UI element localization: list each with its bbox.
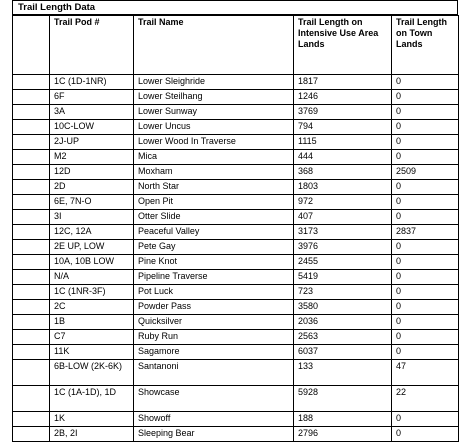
trail-name-cell: Moxham [134, 165, 294, 180]
row-spacer-cell [13, 120, 50, 135]
table-row [13, 225, 459, 240]
row-spacer-cell [13, 210, 50, 225]
town-length-cell: 0 [392, 255, 459, 270]
trail-pod-cell: 6E, 7N-O [50, 195, 134, 210]
intensive-length-cell: 407 [294, 210, 392, 225]
table-body [13, 75, 459, 442]
trail-pod-cell: 1C (1D-1NR) [50, 75, 134, 90]
table-row [13, 255, 459, 270]
intensive-length-cell: 3580 [294, 300, 392, 315]
town-length-cell: 0 [392, 315, 459, 330]
trail-name-cell: Lower Uncus [134, 120, 294, 135]
intensive-length-cell: 6037 [294, 345, 392, 360]
trail-name-cell: Santanoni [134, 360, 294, 386]
table-row [13, 180, 459, 195]
trail-name-cell: North Star [134, 180, 294, 195]
intensive-length-cell: 723 [294, 285, 392, 300]
trail-pod-cell: N/A [50, 270, 134, 285]
trail-pod-cell: 10C-LOW [50, 120, 134, 135]
trail-name-cell: Peaceful Valley [134, 225, 294, 240]
trail-pod-cell: 12C, 12A [50, 225, 134, 240]
intensive-length-cell: 1803 [294, 180, 392, 195]
intensive-length-cell: 3173 [294, 225, 392, 240]
trail-pod-cell: 12D [50, 165, 134, 180]
trail-pod-cell: C7 [50, 330, 134, 345]
intensive-length-cell: 133 [294, 360, 392, 386]
row-spacer-cell [13, 105, 50, 120]
trail-name-cell: Powder Pass [134, 300, 294, 315]
trail-name-cell: Quicksilver [134, 315, 294, 330]
table-row [13, 427, 459, 442]
row-spacer-cell [13, 240, 50, 255]
trail-length-table [12, 15, 459, 442]
town-length-cell: 0 [392, 285, 459, 300]
intensive-length-cell: 2563 [294, 330, 392, 345]
sheet-title: Trail Length Data [12, 0, 458, 15]
town-length-cell: 47 [392, 360, 459, 386]
header-trail-pod: Trail Pod # [50, 16, 134, 75]
row-spacer-cell [13, 225, 50, 240]
table-row [13, 90, 459, 105]
trail-name-cell: Mica [134, 150, 294, 165]
trail-name-cell: Sleeping Bear [134, 427, 294, 442]
town-length-cell: 0 [392, 210, 459, 225]
town-length-cell: 0 [392, 330, 459, 345]
table-row [13, 270, 459, 285]
row-spacer-cell [13, 300, 50, 315]
trail-pod-cell: 1C (1A-1D), 1D [50, 386, 134, 412]
table-row [13, 105, 459, 120]
intensive-length-cell: 2796 [294, 427, 392, 442]
trail-pod-cell: 2D [50, 180, 134, 195]
intensive-length-cell: 5928 [294, 386, 392, 412]
row-spacer-cell [13, 165, 50, 180]
intensive-length-cell: 444 [294, 150, 392, 165]
table-row [13, 345, 459, 360]
table-row [13, 330, 459, 345]
intensive-length-cell: 3976 [294, 240, 392, 255]
row-spacer-cell [13, 90, 50, 105]
trail-length-sheet [12, 0, 458, 442]
town-length-cell: 0 [392, 412, 459, 427]
town-length-cell: 0 [392, 427, 459, 442]
town-length-cell: 22 [392, 386, 459, 412]
trail-pod-cell: 3I [50, 210, 134, 225]
row-spacer-cell [13, 330, 50, 345]
row-spacer-cell [13, 427, 50, 442]
header-town-length: Trail Length on Town Lands [392, 16, 459, 75]
trail-name-cell: Lower Steilhang [134, 90, 294, 105]
trail-pod-cell: 2B, 2I [50, 427, 134, 442]
header-trail-name: Trail Name [134, 16, 294, 75]
trail-name-cell: Pine Knot [134, 255, 294, 270]
intensive-length-cell: 794 [294, 120, 392, 135]
trail-name-cell: Pot Luck [134, 285, 294, 300]
trail-name-cell: Lower Wood In Traverse [134, 135, 294, 150]
header-intensive-length: Trail Length on Intensive Use Area Lands [294, 16, 392, 75]
town-length-cell: 0 [392, 150, 459, 165]
row-spacer-cell [13, 180, 50, 195]
intensive-length-cell: 188 [294, 412, 392, 427]
table-row [13, 120, 459, 135]
town-length-cell: 0 [392, 180, 459, 195]
trail-pod-cell: 1B [50, 315, 134, 330]
row-spacer-cell [13, 315, 50, 330]
intensive-length-cell: 2036 [294, 315, 392, 330]
table-row [13, 386, 459, 412]
table-row [13, 165, 459, 180]
town-length-cell: 0 [392, 270, 459, 285]
row-spacer-cell [13, 75, 50, 90]
trail-name-cell: Lower Sunway [134, 105, 294, 120]
table-row [13, 240, 459, 255]
trail-pod-cell: 2J-UP [50, 135, 134, 150]
town-length-cell: 0 [392, 195, 459, 210]
town-length-cell: 0 [392, 105, 459, 120]
table-row [13, 315, 459, 330]
header-spacer [13, 16, 50, 75]
table-row [13, 135, 459, 150]
trail-name-cell: Pipeline Traverse [134, 270, 294, 285]
row-spacer-cell [13, 285, 50, 300]
trail-pod-cell: 10A, 10B LOW [50, 255, 134, 270]
row-spacer-cell [13, 412, 50, 427]
trail-pod-cell: 1C (1NR-3F) [50, 285, 134, 300]
table-row [13, 300, 459, 315]
row-spacer-cell [13, 255, 50, 270]
trail-name-cell: Otter Slide [134, 210, 294, 225]
town-length-cell: 0 [392, 240, 459, 255]
town-length-cell: 2509 [392, 165, 459, 180]
intensive-length-cell: 2455 [294, 255, 392, 270]
trail-pod-cell: 2C [50, 300, 134, 315]
table-row [13, 195, 459, 210]
town-length-cell: 0 [392, 75, 459, 90]
trail-name-cell: Lower Sleighride [134, 75, 294, 90]
trail-pod-cell: 6B-LOW (2K-6K) [50, 360, 134, 386]
town-length-cell: 2837 [392, 225, 459, 240]
trail-name-cell: Showcase [134, 386, 294, 412]
town-length-cell: 0 [392, 345, 459, 360]
town-length-cell: 0 [392, 135, 459, 150]
trail-pod-cell: 3A [50, 105, 134, 120]
intensive-length-cell: 1115 [294, 135, 392, 150]
intensive-length-cell: 1246 [294, 90, 392, 105]
trail-name-cell: Ruby Run [134, 330, 294, 345]
row-spacer-cell [13, 270, 50, 285]
trail-name-cell: Pete Gay [134, 240, 294, 255]
town-length-cell: 0 [392, 120, 459, 135]
table-row [13, 360, 459, 386]
trail-pod-cell: 6F [50, 90, 134, 105]
intensive-length-cell: 3769 [294, 105, 392, 120]
trail-name-cell: Sagamore [134, 345, 294, 360]
intensive-length-cell: 368 [294, 165, 392, 180]
trail-name-cell: Open Pit [134, 195, 294, 210]
table-row [13, 75, 459, 90]
table-row [13, 412, 459, 427]
table-header [13, 16, 459, 75]
trail-pod-cell: M2 [50, 150, 134, 165]
intensive-length-cell: 1817 [294, 75, 392, 90]
row-spacer-cell [13, 150, 50, 165]
trail-pod-cell: 11K [50, 345, 134, 360]
trail-pod-cell: 1K [50, 412, 134, 427]
table-row [13, 210, 459, 225]
row-spacer-cell [13, 345, 50, 360]
row-spacer-cell [13, 386, 50, 412]
trail-pod-cell: 2E UP, LOW [50, 240, 134, 255]
row-spacer-cell [13, 135, 50, 150]
row-spacer-cell [13, 360, 50, 386]
table-row [13, 150, 459, 165]
intensive-length-cell: 5419 [294, 270, 392, 285]
trail-name-cell: Showoff [134, 412, 294, 427]
intensive-length-cell: 972 [294, 195, 392, 210]
town-length-cell: 0 [392, 300, 459, 315]
table-row [13, 285, 459, 300]
town-length-cell: 0 [392, 90, 459, 105]
row-spacer-cell [13, 195, 50, 210]
